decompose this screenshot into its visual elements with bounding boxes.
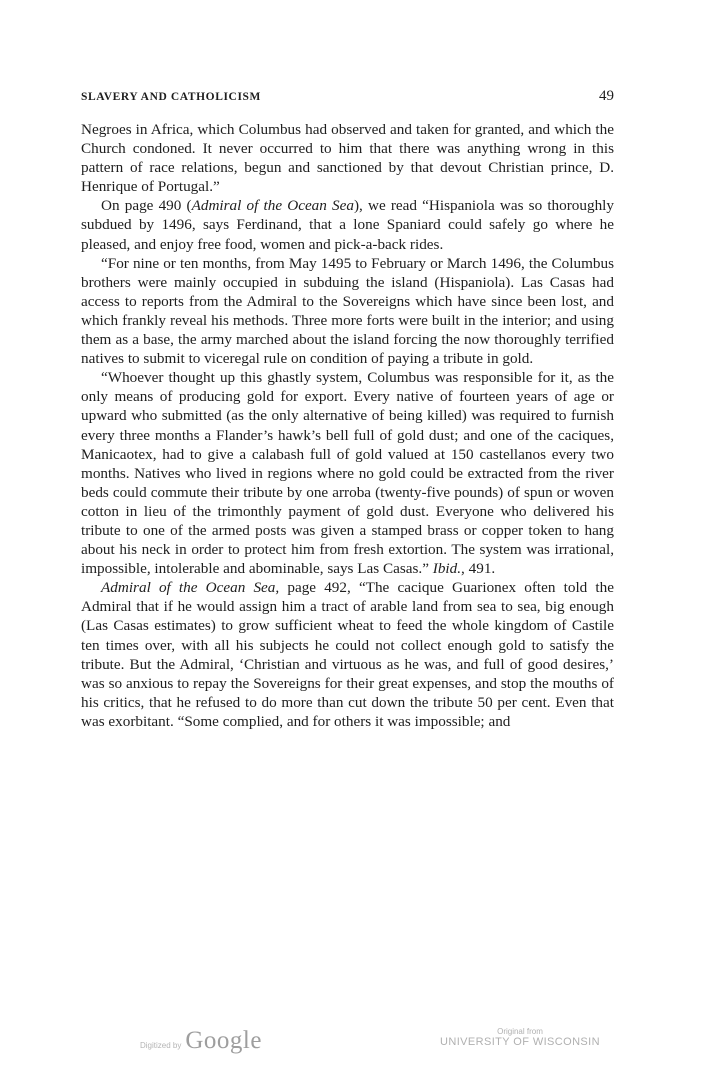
italic-text: Admiral of the Ocean Sea, [101,579,280,597]
text-run: Negroes in Africa, which Columbus had observed and taken for granted, and which the Church condoned. It never occurred to him that there was anything wrong in this pattern of race relations, begun and sanctioned by that devout Christian prince, D. Henrique of Portugal.” [81,121,614,196]
page-number: 49 [599,88,614,104]
body-text [81,120,614,731]
original-from-label: Original from [497,1027,543,1036]
source-attribution [400,1027,640,1048]
paragraph [81,578,614,731]
running-title: SLAVERY AND CATHOLICISM [81,91,261,103]
text-run: , 491. [461,560,496,578]
paragraph [81,368,614,578]
text-run: “Whoever thought up this ghastly system, Columbus was responsible for it, as the only means of producing gold for export. Every native of fourteen years of age or upward who submitted (as the only alternative of being killed) was required to furnish every three months a Flander’s hawk’s bell full of gold dust; and one of the caciques, Manicaotex, had to give a calabash full of gold valued at 150 castellanos every two months. Natives who lived in regions where no gold could be extracted from the river beds could commute their tribute by one arroba (twenty-five pounds) of spun or woven cotton in lieu of the trimonthly payment of gold dust. Everyone who delivered his tribute to one of the armed posts was given a stamped brass or copper token to hang about his neck in order to protect him from fresh extortion. The system was irrational, impossible, intolerable and abominable, says Las Casas.” [81,369,614,578]
digitized-by-mark [140,1027,262,1055]
text-run: “For nine or ten months, from May 1495 to February or March 1496, the Columbus brothers were mainly occupied in subduing the island (Hispaniola). Las Casas had access to reports from the Admiral to the Sovereigns which have since been lost, and which frankly reveal his methods. Three more forts were built in the interior; and using them as a base, the army marched about the island forcing the now thoroughly terrified natives to submit to viceregal rule on condition of paying a tribute in gold. [81,254,614,368]
italic-text: Ibid. [432,560,462,578]
paragraph [81,254,614,369]
text-run: On page 490 ( [101,197,192,215]
running-head [81,88,614,105]
paragraph [81,120,614,196]
text-run: ), we read “Hispaniola was so thoroughly subdued by 1496, says Ferdinand, that a lone Spaniard could safely go where he pleased, and enjoy free food, women and pick-a-back rides. [81,197,614,253]
digitized-by-label: Digitized by [140,1041,182,1050]
italic-text: Admiral of the Ocean Sea [191,197,354,215]
google-logo: Google [185,1027,262,1054]
text-run: page 492, “The cacique Guarionex often told the Admiral that if he would assign him a tract of arable land from sea to sea, big enough (Las Casas estimates) to grow sufficient wheat to feed the whole kingdom of Castile ten times over, with all his subjects he could not collect enough gold to satisfy the tribute. But the Admiral, ‘Christian and virtuous as he was, and full of good desires,’ was so anxious to repay the Sovereigns for their great expenses, and stop the mouths of his critics, that he refused to do more than cut down the tribute 50 per cent. Even that was exorbitant. “Some complied, and for others it was impossible; and [81,579,614,730]
source-institution: UNIVERSITY OF WISCONSIN [440,1036,600,1048]
paragraph [81,196,614,253]
